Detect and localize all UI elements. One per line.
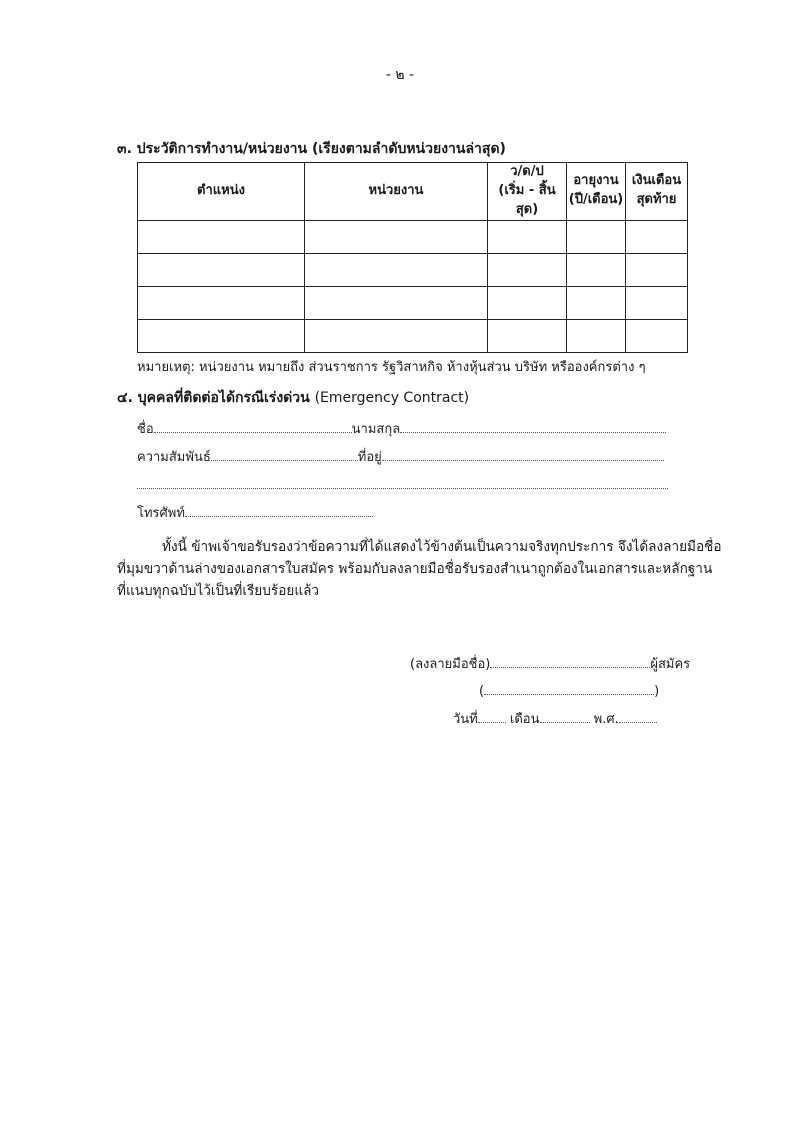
relation-label: ความสัมพันธ์ xyxy=(137,450,211,465)
table-cell[interactable] xyxy=(305,286,488,319)
col-header-date-range: ว/ด/ป (เริ่ม - สิ้นสุด) xyxy=(488,163,567,221)
address-field[interactable] xyxy=(382,446,664,461)
signature-field[interactable] xyxy=(490,653,650,668)
applicant-label: ผู้สมัคร xyxy=(650,657,691,672)
table-cell[interactable] xyxy=(138,319,305,352)
col-header-position: ตำแหน่ง xyxy=(138,163,305,221)
signature-row xyxy=(410,653,690,674)
page-number: - ๒ - xyxy=(385,67,415,83)
phone-label: โทรศัพท์ xyxy=(137,506,185,521)
name-label: ชื่อ xyxy=(137,422,154,437)
date-row xyxy=(453,708,657,729)
table-row xyxy=(138,319,688,352)
table-header-row xyxy=(138,163,688,221)
table-cell[interactable] xyxy=(626,286,688,319)
year-label: พ.ศ. xyxy=(593,712,619,727)
date-label: วันที่ xyxy=(453,712,478,727)
section3-number: ๓. xyxy=(117,141,132,157)
table-cell[interactable] xyxy=(567,286,626,319)
surname-field[interactable] xyxy=(400,418,666,433)
section3-heading xyxy=(117,138,506,160)
month-label: เดือน xyxy=(509,712,540,727)
relation-field[interactable] xyxy=(211,446,358,461)
table-cell[interactable] xyxy=(488,220,567,253)
phone-field[interactable] xyxy=(185,502,373,517)
table-cell[interactable] xyxy=(567,319,626,352)
section4-title: บุคคลที่ติดต่อได้กรณีเร่งด่วน xyxy=(137,390,310,406)
table-cell[interactable] xyxy=(138,220,305,253)
table-row xyxy=(138,220,688,253)
work-history-table xyxy=(137,162,688,353)
col-header-organization: หน่วยงาน xyxy=(305,163,488,221)
table-cell[interactable] xyxy=(626,253,688,286)
table-cell[interactable] xyxy=(626,319,688,352)
table-row xyxy=(138,253,688,286)
address-field-line2[interactable] xyxy=(137,474,668,489)
relation-row xyxy=(137,446,664,467)
table-row xyxy=(138,286,688,319)
phone-row xyxy=(137,502,373,523)
declaration-line1: ทั้งนี้ ข้าพเจ้าขอรับรองว่าข้อความที่ได้แสดงไว้ข้างต้นเป็นความจริงทุกประการ จึงได้ลงลายมือชื่อ xyxy=(162,539,722,555)
name-field[interactable] xyxy=(154,418,352,433)
section4-heading xyxy=(117,387,469,409)
table-cell[interactable] xyxy=(567,253,626,286)
table-cell[interactable] xyxy=(138,253,305,286)
printed-name-field[interactable] xyxy=(484,680,654,695)
declaration-line2: ที่มุมขวาด้านล่างของเอกสารใบสมัคร พร้อมกับลงลายมือชื่อรับรองสำเนาถูกต้องในเอกสารและหลักฐาน xyxy=(117,561,713,577)
month-field[interactable] xyxy=(540,708,590,723)
table-cell[interactable] xyxy=(305,253,488,286)
section3-subtitle: (เรียงตามลำดับหน่วยงานล่าสุด) xyxy=(311,141,506,157)
address-row-2 xyxy=(137,474,668,493)
surname-label: นามสกุล xyxy=(351,422,401,437)
table-cell[interactable] xyxy=(488,319,567,352)
table-cell[interactable] xyxy=(567,220,626,253)
table-cell[interactable] xyxy=(626,220,688,253)
printed-name-row: ( ) xyxy=(479,680,659,699)
declaration-line3: ที่แนบทุกฉบับไว้เป็นที่เรียบร้อยแล้ว xyxy=(117,583,320,599)
section3-title: ประวัติการทำงาน/หน่วยงาน xyxy=(136,141,308,157)
year-field[interactable] xyxy=(619,708,657,723)
section4-number: ๔. xyxy=(117,390,133,406)
table-cell[interactable] xyxy=(488,286,567,319)
section4-title-en: (Emergency Contract) xyxy=(314,390,470,406)
table-cell[interactable] xyxy=(305,319,488,352)
day-field[interactable] xyxy=(478,708,506,723)
col-header-tenure: อายุงาน (ปี/เดือน) xyxy=(567,163,626,221)
table-cell[interactable] xyxy=(138,286,305,319)
table-cell[interactable] xyxy=(488,253,567,286)
sign-label: (ลงลายมือชื่อ) xyxy=(410,657,491,672)
table-note: หมายเหตุ: หน่วยงาน หมายถึง ส่วนราชการ รัฐวิสาหกิจ ห้างหุ้นส่วน บริษัท หรือองค์กรต่าง ๆ xyxy=(137,360,646,375)
col-header-last-salary: เงินเดือน สุดท้าย xyxy=(626,163,688,221)
table-cell[interactable] xyxy=(305,220,488,253)
address-label: ที่อยู่ xyxy=(357,450,382,465)
name-row xyxy=(137,418,666,439)
